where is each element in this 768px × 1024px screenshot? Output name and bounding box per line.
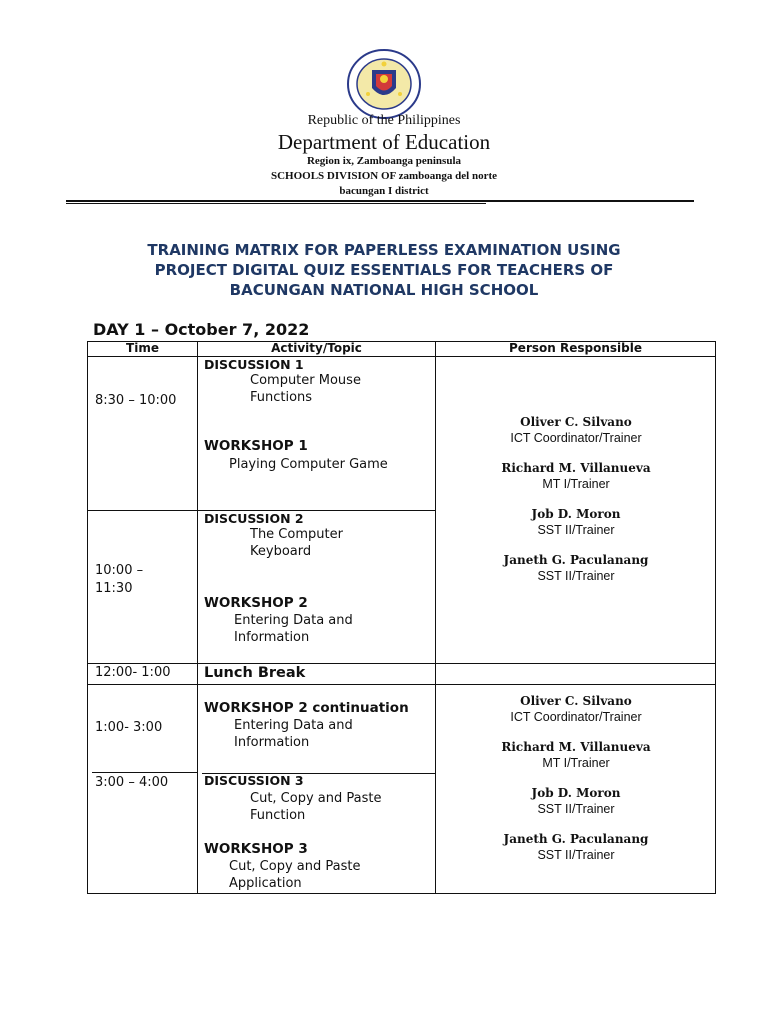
row-divider-lunch-bottom [87, 684, 716, 685]
republic-line: Republic of the Philippines [307, 113, 461, 128]
workshop-text: Cut, Copy and Paste Application [229, 859, 361, 891]
person-role: SST II/Trainer [537, 802, 615, 816]
person-name: Oliver C. Silvano [520, 694, 632, 708]
title-line-1: TRAINING MATRIX FOR PAPERLESS EXAMINATION USING [147, 241, 621, 259]
table-border-left [87, 341, 88, 893]
persons-afternoon [436, 694, 716, 878]
person-name: Janeth G. Paculanang [503, 553, 649, 567]
workshop-title: WORKSHOP 2 [204, 595, 308, 611]
row-divider-lunch-top [87, 663, 716, 664]
header-time: Time [126, 341, 159, 355]
person-name: Richard M. Villanueva [501, 461, 651, 475]
time-cell: 8:30 – 10:00 [95, 393, 177, 408]
letterhead-divider [66, 200, 694, 202]
header-person: Person Responsible [509, 341, 642, 355]
time-cell: 1:00- 3:00 [95, 720, 163, 735]
district-line: bacungan I district [339, 185, 429, 197]
workshop-title: WORKSHOP 3 [204, 841, 308, 857]
table-border-bottom [87, 893, 716, 894]
person-name: Job D. Moron [531, 786, 621, 800]
discussion-title: DISCUSSION 2 [204, 511, 304, 526]
time-cell: 10:00 – 11:30 [95, 563, 144, 596]
person-name: Oliver C. Silvano [520, 415, 632, 429]
time-cell: 3:00 – 4:00 [95, 775, 169, 790]
person-name: Job D. Moron [531, 507, 621, 521]
time-cell: 12:00- 1:00 [95, 665, 171, 680]
person-role: ICT Coordinator/Trainer [510, 431, 642, 445]
header-row-divider [87, 356, 716, 357]
division-line: SCHOOLS DIVISION OF zamboanga del norte [270, 170, 498, 182]
person-role: SST II/Trainer [537, 848, 615, 862]
department-name: Department of Education [277, 130, 491, 154]
workshop-text: Entering Data and Information [234, 613, 353, 645]
person-name: Richard M. Villanueva [501, 740, 651, 754]
discussion-title: DISCUSSION 1 [204, 357, 304, 372]
person-role: MT I/Trainer [542, 756, 610, 770]
workshop-text: Entering Data and Information [234, 718, 353, 750]
person-role: SST II/Trainer [537, 569, 615, 583]
workshop-title: WORKSHOP 1 [204, 438, 308, 454]
discussion-text: Computer Mouse Functions [250, 373, 361, 405]
discussion-text: The Computer Keyboard [250, 527, 343, 559]
discussion-text: Cut, Copy and Paste Function [250, 791, 382, 823]
header-activity: Activity/Topic [271, 341, 362, 355]
discussion-title: DISCUSSION 3 [204, 773, 304, 788]
title-line-2: PROJECT DIGITAL QUIZ ESSENTIALS FOR TEACHERS OF [154, 261, 614, 279]
person-role: MT I/Trainer [542, 477, 610, 491]
lunch-break-label: Lunch Break [204, 665, 306, 681]
person-role: SST II/Trainer [537, 523, 615, 537]
deped-seal-logo [346, 48, 422, 120]
person-role: ICT Coordinator/Trainer [510, 710, 642, 724]
workshop-text: Playing Computer Game [229, 457, 388, 472]
person-name: Janeth G. Paculanang [503, 832, 649, 846]
persons-morning [436, 415, 716, 599]
title-line-3: BACUNGAN NATIONAL HIGH SCHOOL [229, 281, 539, 299]
region-line: Region ix, Zamboanga peninsula [306, 155, 462, 167]
column-divider-1 [197, 341, 198, 893]
day-heading: DAY 1 – October 7, 2022 [93, 320, 310, 339]
letterhead-divider-thin [66, 203, 486, 204]
document-title [0, 240, 768, 300]
row-divider-time-partial [92, 772, 197, 773]
workshop-title: WORKSHOP 2 continuation [204, 700, 409, 716]
